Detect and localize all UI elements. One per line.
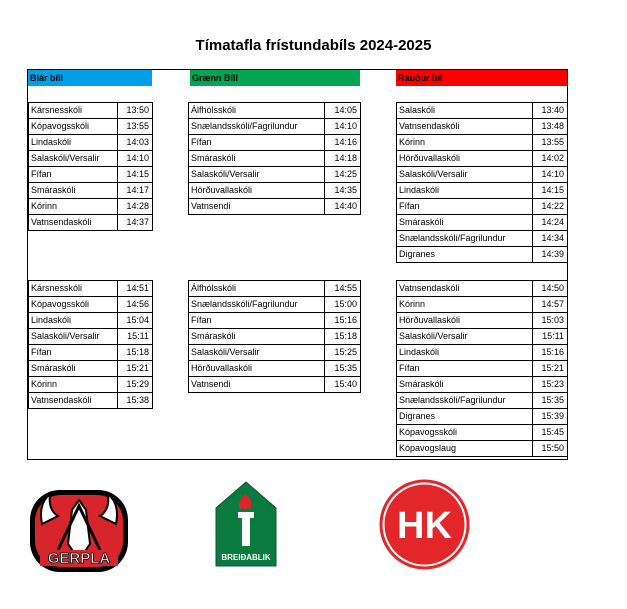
hk-logo-icon bbox=[378, 478, 471, 571]
breidablik-logo-icon bbox=[214, 480, 278, 572]
stop-name: Hörðuvallaskóli bbox=[397, 151, 533, 167]
stop-time: 14:40 bbox=[325, 199, 361, 215]
stop-name: Kórinn bbox=[29, 377, 118, 393]
stop-time: 14:15 bbox=[118, 167, 153, 183]
stop-name: Kórinn bbox=[397, 135, 533, 151]
stop-name: Salaskóli/Versalir bbox=[397, 329, 533, 345]
schedule-row bbox=[29, 361, 153, 377]
schedule-row bbox=[397, 345, 568, 361]
schedule-row bbox=[189, 135, 361, 151]
schedule-row bbox=[397, 313, 568, 329]
stop-time: 15:35 bbox=[325, 361, 361, 377]
blue-bus-header: Blár bíll bbox=[28, 70, 152, 86]
stop-name: Kórinn bbox=[397, 297, 533, 313]
stop-name: Vatnsendi bbox=[189, 377, 325, 393]
schedule-row bbox=[29, 119, 153, 135]
stop-name: Salaskóli/Versalir bbox=[29, 151, 118, 167]
schedule-row bbox=[397, 119, 568, 135]
stop-time: 15:29 bbox=[118, 377, 153, 393]
stop-time: 14:25 bbox=[325, 167, 361, 183]
red-schedule-round1 bbox=[396, 102, 568, 263]
stop-name: Snælandsskóli/Fagrilundur bbox=[397, 231, 533, 247]
stop-time: 15:11 bbox=[533, 329, 568, 345]
stop-name: Vatnsendaskóli bbox=[29, 393, 118, 409]
schedule-row bbox=[189, 103, 361, 119]
stop-time: 14:10 bbox=[325, 119, 361, 135]
schedule-row bbox=[397, 329, 568, 345]
schedule-row bbox=[397, 215, 568, 231]
hk-logo-text: HK bbox=[397, 505, 452, 547]
stop-name: Álfhólsskóli bbox=[189, 103, 325, 119]
schedule-row bbox=[397, 151, 568, 167]
schedule-row bbox=[29, 329, 153, 345]
schedule-row bbox=[397, 183, 568, 199]
schedule-row bbox=[29, 377, 153, 393]
schedule-row bbox=[397, 425, 568, 441]
schedule-row bbox=[189, 151, 361, 167]
stop-name: Smáraskóli bbox=[397, 377, 533, 393]
schedule-row bbox=[189, 313, 361, 329]
stop-name: Snælandsskóli/Fagrilundur bbox=[189, 119, 325, 135]
stop-time: 14:51 bbox=[118, 281, 153, 297]
stop-name: Fífan bbox=[397, 199, 533, 215]
schedule-row bbox=[189, 345, 361, 361]
stop-name: Kópavogslaug bbox=[397, 441, 533, 457]
stop-time: 15:00 bbox=[325, 297, 361, 313]
stop-time: 15:25 bbox=[325, 345, 361, 361]
stop-name: Kársnesskóli bbox=[29, 103, 118, 119]
stop-time: 15:45 bbox=[533, 425, 568, 441]
stop-name: Digranes bbox=[397, 247, 533, 263]
stop-time: 15:50 bbox=[533, 441, 568, 457]
stop-time: 15:16 bbox=[325, 313, 361, 329]
schedule-row bbox=[29, 393, 153, 409]
stop-time: 15:40 bbox=[325, 377, 361, 393]
stop-time: 13:55 bbox=[118, 119, 153, 135]
gerpla-logo-text: GERPLA bbox=[47, 550, 111, 567]
schedule-row bbox=[29, 313, 153, 329]
stop-name: Fífan bbox=[397, 361, 533, 377]
green-schedule-round2 bbox=[188, 280, 361, 393]
stop-name: Digranes bbox=[397, 409, 533, 425]
schedule-row bbox=[397, 103, 568, 119]
schedule-row bbox=[397, 167, 568, 183]
stop-time: 15:18 bbox=[325, 329, 361, 345]
stop-name: Salaskóli/Versalir bbox=[397, 167, 533, 183]
schedule-row bbox=[189, 167, 361, 183]
schedule-row bbox=[397, 297, 568, 313]
stop-name: Hörðuvallaskóli bbox=[189, 361, 325, 377]
stop-time: 15:35 bbox=[533, 393, 568, 409]
schedule-row bbox=[29, 151, 153, 167]
schedule-row bbox=[29, 215, 153, 231]
stop-time: 14:18 bbox=[325, 151, 361, 167]
stop-time: 13:48 bbox=[533, 119, 568, 135]
schedule-row bbox=[397, 377, 568, 393]
stop-name: Lindaskóli bbox=[397, 345, 533, 361]
stop-time: 14:28 bbox=[118, 199, 153, 215]
schedule-row bbox=[397, 441, 568, 457]
stop-time: 14:05 bbox=[325, 103, 361, 119]
stop-time: 14:24 bbox=[533, 215, 568, 231]
stop-time: 14:17 bbox=[118, 183, 153, 199]
stop-name: Snælandsskóli/Fagrilundur bbox=[397, 393, 533, 409]
stop-time: 14:57 bbox=[533, 297, 568, 313]
stop-name: Vatnsendaskóli bbox=[397, 281, 533, 297]
stop-name: Kórinn bbox=[29, 199, 118, 215]
stop-time: 14:50 bbox=[533, 281, 568, 297]
stop-name: Smáraskóli bbox=[29, 183, 118, 199]
stop-name: Kársnesskóli bbox=[29, 281, 118, 297]
stop-name: Hörðuvallaskóli bbox=[189, 183, 325, 199]
stop-name: Fífan bbox=[29, 167, 118, 183]
stop-name: Hörðuvallaskóli bbox=[397, 313, 533, 329]
schedule-row bbox=[189, 199, 361, 215]
stop-time: 15:21 bbox=[118, 361, 153, 377]
stop-time: 14:03 bbox=[118, 135, 153, 151]
schedule-row bbox=[189, 183, 361, 199]
stop-time: 15:38 bbox=[118, 393, 153, 409]
stop-name: Smáraskóli bbox=[189, 329, 325, 345]
schedule-row bbox=[397, 281, 568, 297]
gerpla-logo-icon bbox=[28, 484, 130, 576]
blue-schedule-round2 bbox=[28, 280, 153, 409]
stop-time: 15:23 bbox=[533, 377, 568, 393]
stop-name: Kópavogsskóli bbox=[29, 119, 118, 135]
stop-name: Smáraskóli bbox=[29, 361, 118, 377]
stop-time: 14:35 bbox=[325, 183, 361, 199]
red-bus-header: Rauður bíl bbox=[396, 70, 567, 86]
green-bus-header: Grænn Bíll bbox=[190, 70, 360, 86]
schedule-row bbox=[29, 199, 153, 215]
stop-name: Smáraskóli bbox=[189, 151, 325, 167]
schedule-row bbox=[29, 345, 153, 361]
stop-name: Fífan bbox=[29, 345, 118, 361]
stop-time: 14:15 bbox=[533, 183, 568, 199]
stop-name: Smáraskóli bbox=[397, 215, 533, 231]
stop-name: Vatnsendi bbox=[189, 199, 325, 215]
stop-name: Salaskóli/Versalir bbox=[189, 167, 325, 183]
stop-name: Kópavogsskóli bbox=[29, 297, 118, 313]
stop-time: 14:10 bbox=[118, 151, 153, 167]
schedule-row bbox=[29, 135, 153, 151]
schedule-row bbox=[189, 297, 361, 313]
stop-time: 14:56 bbox=[118, 297, 153, 313]
stop-name: Vatnsendaskóli bbox=[29, 215, 118, 231]
stop-name: Salaskóli/Versalir bbox=[29, 329, 118, 345]
stop-time: 14:55 bbox=[325, 281, 361, 297]
blue-schedule-round1 bbox=[28, 102, 153, 231]
schedule-row bbox=[189, 377, 361, 393]
stop-name: Snælandsskóli/Fagrilundur bbox=[189, 297, 325, 313]
stop-time: 15:39 bbox=[533, 409, 568, 425]
stop-name: Lindaskóli bbox=[397, 183, 533, 199]
schedule-row bbox=[29, 183, 153, 199]
stop-time: 14:02 bbox=[533, 151, 568, 167]
schedule-row bbox=[397, 409, 568, 425]
schedule-row bbox=[397, 199, 568, 215]
breidablik-logo-text: BREIÐABLIK bbox=[221, 553, 271, 562]
schedule-row bbox=[397, 361, 568, 377]
stop-name: Fífan bbox=[189, 135, 325, 151]
schedule-row bbox=[189, 281, 361, 297]
stop-time: 15:03 bbox=[533, 313, 568, 329]
stop-time: 13:40 bbox=[533, 103, 568, 119]
stop-time: 15:18 bbox=[118, 345, 153, 361]
schedule-row bbox=[397, 135, 568, 151]
red-schedule-round2 bbox=[396, 280, 568, 457]
page-title: Tímatafla frístundabíls 2024-2025 bbox=[195, 37, 432, 54]
schedule-row bbox=[397, 247, 568, 263]
schedule-row bbox=[29, 297, 153, 313]
stop-name: Fífan bbox=[189, 313, 325, 329]
stop-name: Lindaskóli bbox=[29, 313, 118, 329]
stop-time: 15:11 bbox=[118, 329, 153, 345]
schedule-row bbox=[29, 281, 153, 297]
stop-time: 14:34 bbox=[533, 231, 568, 247]
schedule-row bbox=[29, 103, 153, 119]
stop-name: Salaskóli/Versalir bbox=[189, 345, 325, 361]
schedule-row bbox=[397, 231, 568, 247]
stop-name: Kópavogsskóli bbox=[397, 425, 533, 441]
stop-name: Lindaskóli bbox=[29, 135, 118, 151]
stop-name: Álfhólsskóli bbox=[189, 281, 325, 297]
stop-time: 15:16 bbox=[533, 345, 568, 361]
stop-name: Vatnsendaskóli bbox=[397, 119, 533, 135]
schedule-row bbox=[189, 119, 361, 135]
green-schedule-round1 bbox=[188, 102, 361, 215]
schedule-row bbox=[29, 167, 153, 183]
stop-time: 15:21 bbox=[533, 361, 568, 377]
stop-time: 14:22 bbox=[533, 199, 568, 215]
stop-time: 14:16 bbox=[325, 135, 361, 151]
stop-time: 14:37 bbox=[118, 215, 153, 231]
stop-time: 13:55 bbox=[533, 135, 568, 151]
stop-time: 15:04 bbox=[118, 313, 153, 329]
schedule-row bbox=[189, 329, 361, 345]
schedule-row bbox=[189, 361, 361, 377]
schedule-row bbox=[397, 393, 568, 409]
stop-time: 14:10 bbox=[533, 167, 568, 183]
stop-name: Salaskóli bbox=[397, 103, 533, 119]
stop-time: 13:50 bbox=[118, 103, 153, 119]
stop-time: 14:39 bbox=[533, 247, 568, 263]
